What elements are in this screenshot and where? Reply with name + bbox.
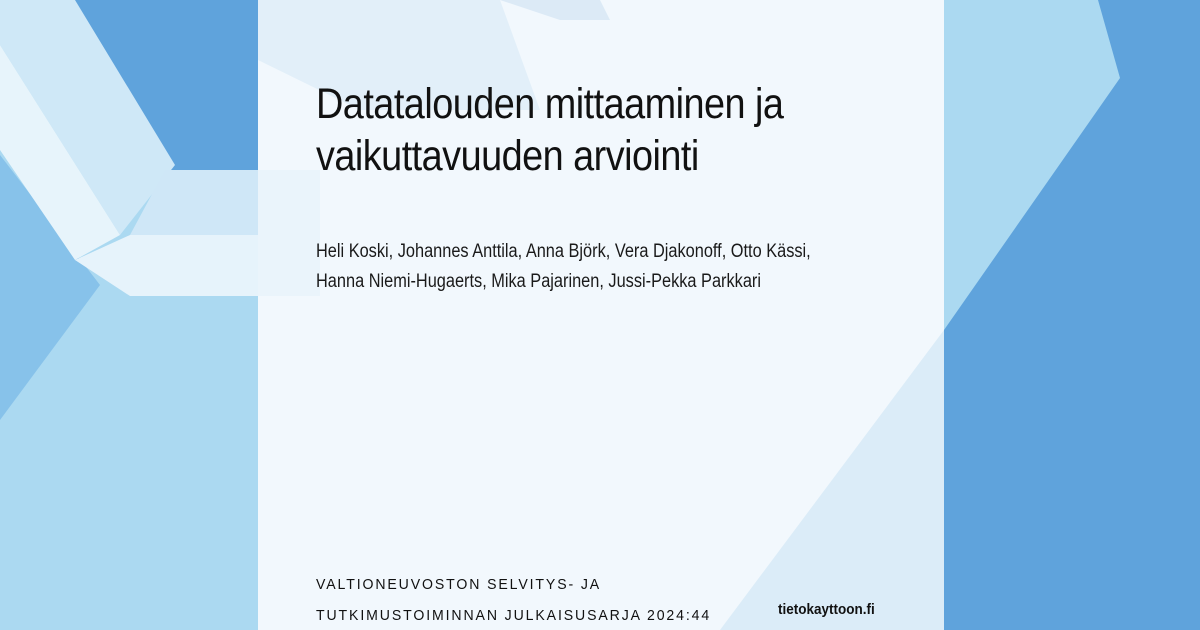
publication-series xyxy=(316,569,711,630)
title-line: Datatalouden mittaaminen ja xyxy=(316,80,784,128)
title-line: vaikuttavuuden arviointi xyxy=(316,132,699,181)
series-line: VALTIONEUVOSTON SELVITYS- JA xyxy=(316,576,602,593)
series-line: TUTKIMUSTOIMINNAN JULKAISUSARJA 2024:44 xyxy=(316,607,712,624)
author-list xyxy=(316,237,849,298)
author-line: Hanna Niemi-Hugaerts, Mika Pajarinen, Jussi-Pekka Parkkari xyxy=(316,271,761,293)
report-title xyxy=(316,78,862,183)
author-line: Heli Koski, Johannes Anttila, Anna Björk, Vera Djakonoff, Otto Kässi, xyxy=(316,241,811,262)
website-link[interactable]: tietokayttoon.fi xyxy=(778,601,875,618)
panel-shape-left-band xyxy=(258,170,320,296)
